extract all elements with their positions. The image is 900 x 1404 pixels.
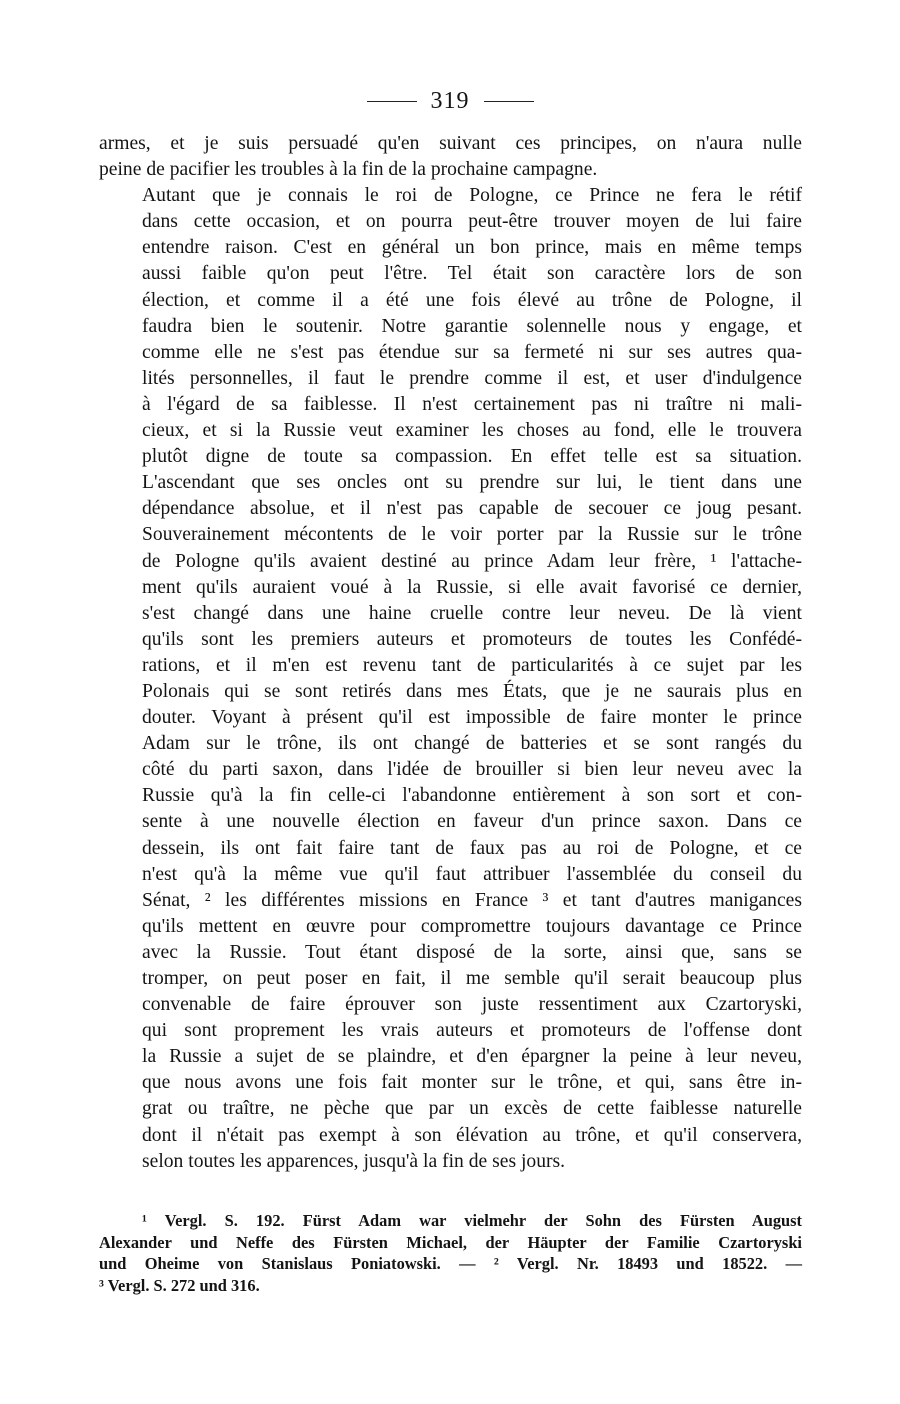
text-line: dont il n'était pas exempt à son élévation au trône, et qu'il conservera,: [142, 1124, 802, 1146]
text-line: peine de pacifier les troubles à la fin de la prochaine campagne.: [99, 159, 598, 181]
text-line: de Pologne qu'ils avaient destiné au prince Adam leur frère, ¹ l'attache-: [142, 550, 802, 572]
text-line: Russie qu'à la fin celle-ci l'abandonne entièrement à son sort et con-: [142, 785, 802, 807]
footnote-line: Alexander und Neffe des Fürsten Michael, der Häupter der Familie Czartoryski: [99, 1232, 802, 1252]
paragraph: [99, 131, 802, 183]
text-line: Adam sur le trône, ils ont changé de batteries et se sont rangés du: [142, 733, 802, 755]
footnote-line: ¹ Vergl. S. 192. Fürst Adam war vielmehr der Sohn des Fürsten August: [142, 1211, 802, 1230]
paragraph: [99, 183, 802, 1175]
text-line: s'est changé dans une haine cruelle contre leur neveu. De là vient: [142, 602, 802, 624]
text-line: la Russie a sujet de se plaindre, et d'en épargner la peine à leur neveu,: [142, 1046, 802, 1068]
text-line: que nous avons une fois fait monter sur le trône, et qui, sans être in-: [142, 1072, 802, 1094]
footnotes: [99, 1210, 802, 1296]
text-line: Autant que je connais le roi de Pologne, ce Prince ne fera le rétif: [142, 185, 802, 207]
text-line: n'est qu'à la même vue qu'il faut attribuer l'assemblée du conseil du: [142, 863, 802, 885]
text-line: avec la Russie. Tout étant disposé de la sorte, ainsi que, sans se: [142, 941, 802, 963]
body-text: [99, 131, 802, 1175]
text-line: comme elle ne s'est pas étendue sur sa fermeté ni sur ses autres qua-: [142, 341, 802, 363]
header-rule-right: [484, 101, 534, 102]
text-line: qu'ils sont les premiers auteurs et promoteurs de toutes les Confédé-: [142, 628, 802, 650]
text-line: plutôt digne de toute sa compassion. En effet telle est sa situation.: [142, 446, 802, 468]
text-line: Sénat, ² les différentes missions en France ³ et tant d'autres manigances: [142, 889, 802, 911]
page-number: 319: [430, 88, 470, 114]
footnote-line: und Oheime von Stanislaus Poniatowski. — ² Vergl. Nr. 18493 und 18522. —: [99, 1254, 802, 1274]
text-line: rations, et il m'en est revenu tant de particularités à ce sujet par les: [142, 654, 802, 676]
text-line: tromper, on peut poser en fait, il me semble qu'il serait beaucoup plus: [142, 968, 802, 989]
text-line: armes, et je suis persuadé qu'en suivant ces principes, on n'aura nulle: [99, 133, 802, 154]
text-line: Souverainement mécontents de le voir porter par la Russie sur le trône: [142, 524, 802, 546]
header-rule-left: [367, 101, 417, 102]
text-line: cieux, et si la Russie veut examiner les choses au fond, elle le trouvera: [142, 420, 802, 442]
text-line: faudra bien le soutenir. Notre garantie solennelle nous y engage, et: [142, 315, 802, 337]
text-line: élection, et comme il a été une fois élevé au trône de Pologne, il: [142, 289, 802, 311]
text-line: qui sont proprement les vrais auteurs et promoteurs de l'offense dont: [142, 1020, 802, 1042]
text-line: selon toutes les apparences, jusqu'à la fin de ses jours.: [142, 1150, 566, 1172]
text-line: grat ou traître, ne pèche que par un excès de cette faiblesse naturelle: [142, 1098, 802, 1120]
text-line: côté du parti saxon, dans l'idée de brouiller si bien leur neveu avec la: [142, 759, 802, 781]
text-line: L'ascendant que ses oncles ont su prendre sur lui, le tient dans une: [142, 472, 802, 494]
text-line: dessein, ils ont fait faire tant de faux pas au roi de Pologne, et ce: [142, 837, 802, 859]
text-line: convenable de faire éprouver son juste ressentiment aux Czartoryski,: [142, 994, 802, 1016]
text-line: dépendance absolue, et il n'est pas capable de secouer ce joug pesant.: [142, 498, 802, 520]
text-line: Polonais qui se sont retirés dans mes États, que je ne saurais plus en: [142, 680, 802, 702]
text-line: aussi faible qu'on peut l'être. Tel était son caractère lors de son: [142, 263, 802, 285]
text-line: qu'ils mettent en œuvre pour compromettre toujours davantage ce Prince: [142, 915, 802, 937]
footnote-line: ³ Vergl. S. 272 und 316.: [99, 1275, 260, 1295]
text-line: sente à une nouvelle élection en faveur d'un prince saxon. Dans ce: [142, 811, 802, 833]
text-line: entendre raison. C'est en général un bon prince, mais en même temps: [142, 237, 802, 259]
page-header: [0, 88, 900, 115]
text-line: lités personnelles, il faut le prendre comme il est, et user d'indulgence: [142, 367, 802, 389]
text-line: ment qu'ils auraient voué à la Russie, si elle avait favorisé ce dernier,: [142, 576, 802, 598]
text-line: dans cette occasion, et on pourra peut-être trouver moyen de lui faire: [142, 211, 802, 233]
text-line: douter. Voyant à présent qu'il est impossible de faire monter le prince: [142, 707, 802, 729]
text-line: à l'égard de sa faiblesse. Il n'est certainement pas ni traître ni mali-: [142, 393, 802, 415]
